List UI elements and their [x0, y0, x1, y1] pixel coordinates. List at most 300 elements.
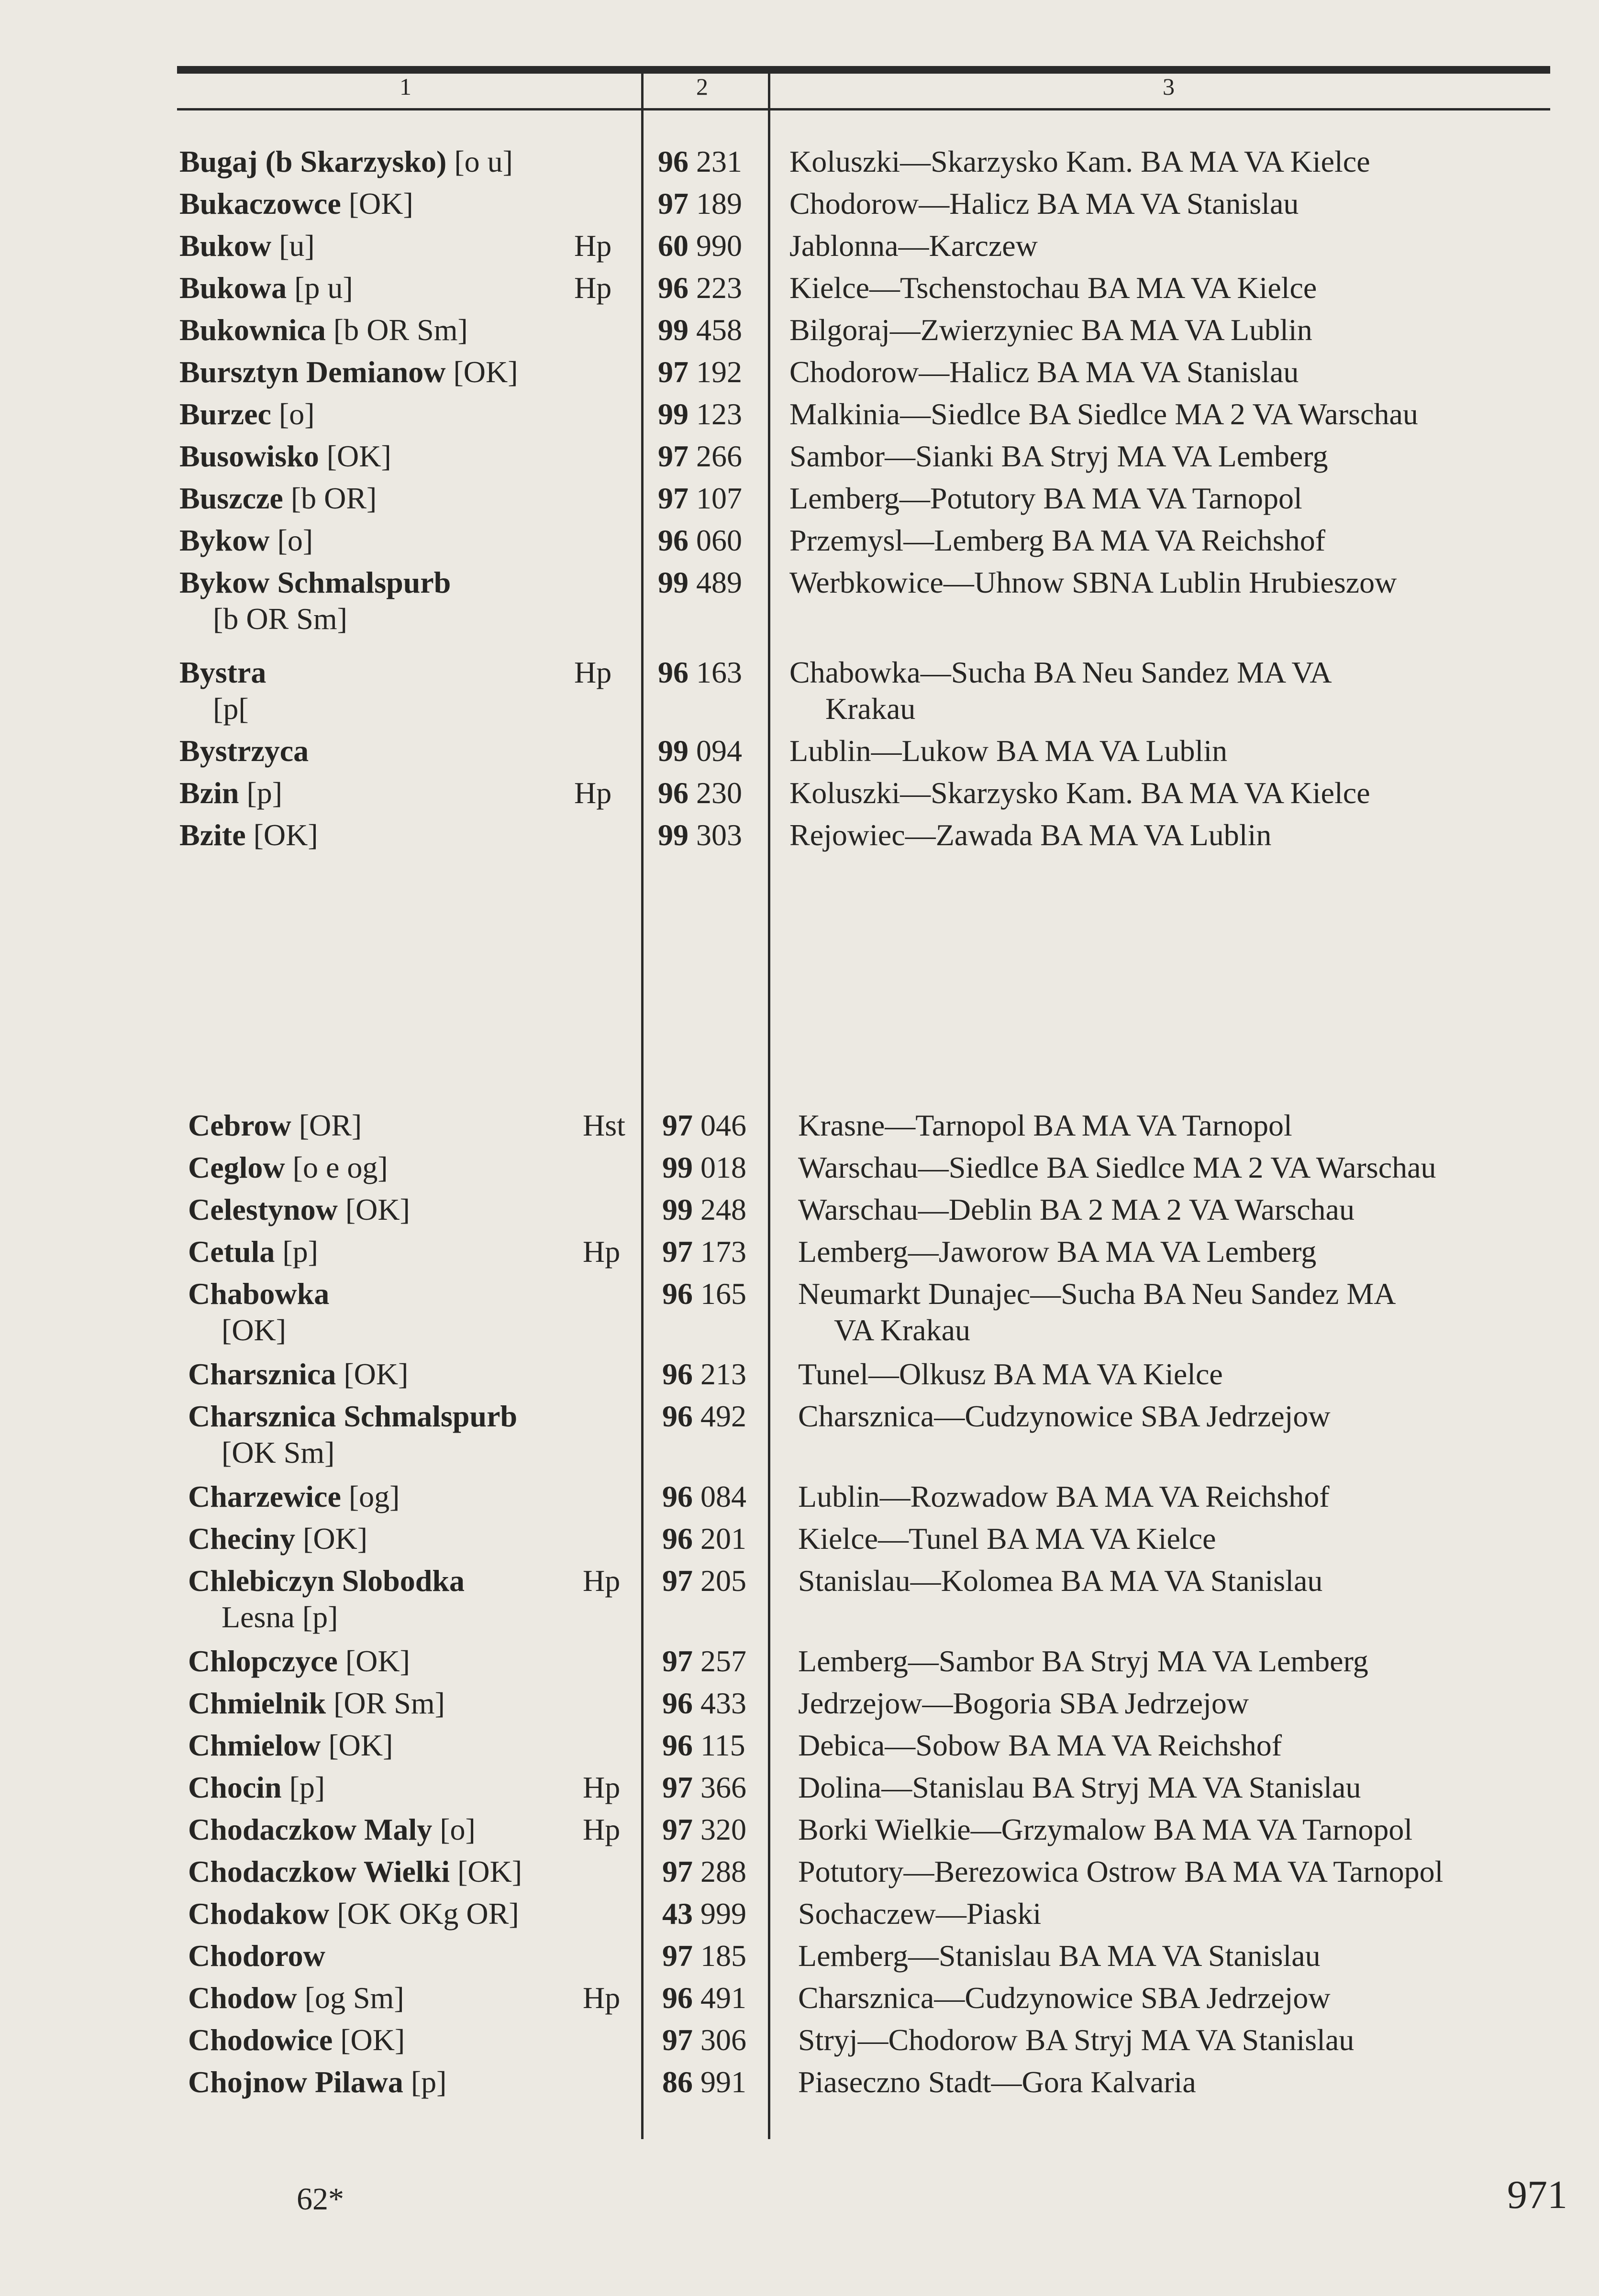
station-tag: [OR Sm]	[333, 1686, 445, 1720]
station-name	[179, 228, 315, 264]
station-name-text: Bukaczowce	[179, 187, 341, 221]
station-name-text: Bukow	[179, 229, 272, 263]
route-text: Borki Wielkie—Grzymalow BA MA VA Tarnopol	[798, 1812, 1413, 1846]
code-number: 107	[696, 481, 742, 515]
station-code	[658, 354, 742, 390]
code-number: 018	[700, 1150, 746, 1184]
code-number: 991	[700, 2065, 746, 2099]
code-prefix: 96	[658, 776, 688, 810]
station-name	[188, 1980, 404, 2016]
route-description	[798, 2022, 1354, 2058]
header-rule	[177, 108, 1550, 110]
code-number: 163	[696, 655, 742, 689]
code-number: 990	[696, 229, 742, 263]
station-tag: [p]	[246, 776, 283, 810]
station-code	[658, 312, 742, 348]
code-prefix: 86	[662, 2065, 693, 2099]
code-prefix: 96	[662, 1357, 693, 1391]
station-name-text: Bykow Schmalspurb	[179, 565, 451, 599]
station-name-text: Bystra	[179, 655, 266, 689]
station-tag: [og Sm]	[304, 1981, 404, 2015]
code-prefix: 97	[662, 1235, 693, 1269]
code-number: 046	[700, 1108, 746, 1142]
station-code	[658, 144, 742, 180]
route-description	[789, 775, 1370, 811]
station-tag: [b OR Sm]	[333, 313, 468, 347]
station-name-text: Celestynow	[188, 1192, 338, 1226]
station-name-text: Bugaj (b Skarzysko)	[179, 144, 447, 178]
route-description	[798, 2064, 1196, 2100]
route-text: Sochaczew—Piaski	[798, 1897, 1042, 1931]
route-description	[798, 1234, 1316, 1270]
station-name	[188, 1107, 362, 1144]
station-name-text: Bzite	[179, 818, 246, 852]
station-code	[662, 1938, 746, 1974]
code-number: 192	[696, 355, 742, 389]
route-text: Chabowka—Sucha BA Neu Sandez MA VA	[789, 655, 1332, 689]
station-name	[179, 312, 468, 348]
station-name-text: Bursztyn Demianow	[179, 355, 446, 389]
code-prefix: 96	[658, 271, 688, 305]
route-text: Dolina—Stanislau BA Stryj MA VA Stanislau	[798, 1770, 1361, 1804]
station-name-text: Chabowka	[188, 1277, 330, 1311]
station-code	[658, 396, 742, 432]
station-kind: Hp	[583, 1235, 621, 1269]
route-text: Chodorow—Halicz BA MA VA Stanislau	[789, 187, 1299, 221]
station-name	[188, 1234, 318, 1270]
station-tag-line2: [b OR Sm]	[213, 602, 347, 636]
station-code	[662, 1149, 746, 1186]
route-description	[789, 480, 1302, 517]
station-name-text: Charsznica Schmalspurb	[188, 1399, 518, 1433]
station-name-text: Chodow	[188, 1981, 297, 2015]
station-name	[188, 2022, 405, 2058]
code-prefix: 97	[662, 2023, 693, 2057]
route-text: Potutory—Berezowica Ostrow BA MA VA Tarnopol	[798, 1854, 1444, 1888]
station-name-text: Chodorow	[188, 1939, 325, 1973]
route-description	[798, 1479, 1330, 1515]
station-code	[662, 1811, 746, 1848]
route-description	[798, 1643, 1368, 1679]
route-text: Lemberg—Jaworow BA MA VA Lemberg	[798, 1235, 1317, 1269]
route-text: Piaseczno Stadt—Gora Kalvaria	[798, 2065, 1196, 2099]
station-name	[188, 1521, 367, 1557]
station-code	[662, 1643, 746, 1679]
code-number: 306	[700, 2023, 746, 2057]
station-name	[188, 1563, 465, 1635]
station-code	[662, 1192, 746, 1228]
station-name-text: Chodakow	[188, 1897, 330, 1931]
code-number: 060	[696, 523, 742, 557]
station-code	[662, 1521, 746, 1557]
station-name-text: Chocin	[188, 1770, 282, 1804]
route-description	[798, 1938, 1321, 1974]
station-name	[179, 564, 451, 637]
station-name	[179, 186, 413, 222]
station-name	[179, 654, 266, 727]
station-tag: [OK]	[340, 2023, 405, 2057]
code-number: 248	[700, 1192, 746, 1226]
station-name-text: Bzin	[179, 776, 239, 810]
route-text: Stanislau—Kolomea BA MA VA Stanislau	[798, 1564, 1323, 1598]
route-description	[798, 1149, 1436, 1186]
route-text: Kielce—Tschenstochau BA MA VA Kielce	[789, 271, 1317, 305]
station-code	[658, 564, 742, 601]
station-name	[188, 1192, 410, 1228]
code-prefix: 96	[662, 1686, 693, 1720]
station-kind: Hp	[574, 229, 612, 263]
station-name-text: Cebrow	[188, 1108, 291, 1142]
footer-signature: 62*	[297, 2182, 344, 2217]
station-code	[662, 1685, 746, 1722]
route-description	[798, 1980, 1331, 2016]
code-prefix: 96	[662, 1277, 693, 1311]
route-description	[798, 1896, 1041, 1932]
route-text: Stryj—Chodorow BA Stryj MA VA Stanislau	[798, 2023, 1355, 2057]
route-text: Lemberg—Sambor BA Stryj MA VA Lemberg	[798, 1644, 1368, 1678]
station-name	[179, 270, 353, 306]
station-name	[188, 1356, 408, 1392]
route-text: Jedrzejow—Bogoria SBA Jedrzejow	[798, 1686, 1249, 1720]
station-tag: [OK OKg OR]	[337, 1897, 519, 1931]
station-code	[662, 1276, 746, 1312]
route-text: Przemysl—Lemberg BA MA VA Reichshof	[789, 523, 1325, 557]
station-code	[662, 1727, 745, 1764]
code-prefix: 43	[662, 1897, 693, 1931]
station-tag-line2: [p[	[213, 692, 249, 726]
station-name	[179, 354, 518, 390]
code-number: 123	[696, 397, 742, 431]
station-tag: [OK]	[344, 1357, 409, 1391]
route-description	[798, 1398, 1331, 1435]
code-number: 173	[700, 1235, 746, 1269]
station-code	[658, 775, 742, 811]
station-code	[662, 1769, 746, 1806]
station-name	[179, 775, 282, 811]
station-kind: Hp	[574, 271, 612, 305]
station-code	[662, 1854, 746, 1890]
code-number: 205	[700, 1564, 746, 1598]
station-name-text: Bystrzyca	[179, 734, 309, 768]
station-name	[188, 1398, 517, 1471]
station-kind: Hp	[583, 1981, 621, 2015]
station-name	[188, 1769, 325, 1806]
column-divider-1	[641, 73, 644, 2139]
column-divider-2	[768, 73, 770, 2139]
code-prefix: 99	[658, 734, 688, 768]
station-tag: [p u]	[294, 271, 353, 305]
page-number: 971	[1507, 2173, 1567, 2217]
station-name	[179, 144, 513, 180]
station-tag-line2: [OK Sm]	[222, 1435, 335, 1469]
station-name	[188, 1854, 522, 1890]
code-prefix: 97	[662, 1939, 693, 1973]
station-name-text: Bukowa	[179, 271, 287, 305]
station-code	[662, 1356, 746, 1392]
station-tag: [o]	[278, 397, 315, 431]
station-tag: [OK]	[345, 1644, 410, 1678]
route-text: Lemberg—Potutory BA MA VA Tarnopol	[789, 481, 1302, 515]
station-tag: [OK]	[457, 1854, 522, 1888]
station-name-text: Cetula	[188, 1235, 275, 1269]
route-text: Bilgoraj—Zwierzyniec BA MA VA Lublin	[789, 313, 1312, 347]
code-number: 094	[696, 734, 742, 768]
code-number: 084	[700, 1479, 746, 1513]
code-number: 491	[700, 1981, 746, 2015]
route-description	[789, 522, 1325, 559]
code-prefix: 60	[658, 229, 688, 263]
station-code	[658, 817, 742, 853]
route-text: Lublin—Rozwadow BA MA VA Reichshof	[798, 1479, 1330, 1513]
route-description	[798, 1521, 1216, 1557]
station-tag: [OK]	[348, 187, 413, 221]
code-number: 288	[700, 1854, 746, 1888]
route-description	[798, 1727, 1282, 1764]
code-number: 115	[700, 1728, 745, 1762]
station-name-text: Charzewice	[188, 1479, 341, 1513]
station-name	[188, 1276, 329, 1348]
station-name	[179, 733, 309, 769]
station-code	[658, 270, 742, 306]
station-code	[662, 1234, 746, 1270]
route-text: Rejowiec—Zawada BA MA VA Lublin	[789, 818, 1272, 852]
station-name	[179, 480, 377, 517]
route-text: Koluszki—Skarzysko Kam. BA MA VA Kielce	[789, 144, 1370, 178]
route-description	[789, 186, 1299, 222]
station-name-text: Bykow	[179, 523, 270, 557]
station-tag: [b OR]	[290, 481, 377, 515]
code-number: 201	[700, 1522, 746, 1556]
station-name-text: Buszcze	[179, 481, 283, 515]
station-kind: Hp	[583, 1812, 621, 1846]
code-number: 999	[700, 1897, 746, 1931]
route-description	[789, 564, 1397, 601]
station-tag: [OK]	[453, 355, 518, 389]
code-prefix: 96	[662, 1728, 693, 1762]
code-number: 458	[696, 313, 742, 347]
code-prefix: 99	[658, 565, 688, 599]
station-tag-line2: [OK]	[222, 1313, 287, 1347]
column-number-1: 1	[400, 73, 411, 100]
station-kind: Hp	[574, 655, 612, 689]
route-description	[789, 396, 1418, 432]
route-text: Krasne—Tarnopol BA MA VA Tarnopol	[798, 1108, 1292, 1142]
station-name-text: Burzec	[179, 397, 271, 431]
station-name-text: Chmielow	[188, 1728, 321, 1762]
code-prefix: 97	[658, 439, 688, 473]
route-text: Charsznica—Cudzynowice SBA Jedrzejow	[798, 1399, 1331, 1433]
station-name	[188, 1479, 400, 1515]
code-number: 185	[700, 1939, 746, 1973]
station-kind: Hp	[583, 1564, 621, 1598]
code-prefix: 96	[662, 1981, 693, 2015]
station-code	[662, 1107, 746, 1144]
station-code	[662, 2064, 746, 2100]
station-tag: [OK]	[326, 439, 391, 473]
station-name	[179, 522, 313, 559]
station-name-text: Chlebiczyn Slobodka	[188, 1564, 465, 1598]
station-tag: [OR]	[299, 1108, 362, 1142]
station-name	[188, 1938, 325, 1974]
code-prefix: 97	[658, 187, 688, 221]
station-name-text: Checiny	[188, 1522, 295, 1556]
station-name	[188, 1896, 519, 1932]
station-tag: [OK]	[345, 1192, 410, 1226]
code-prefix: 97	[662, 1644, 693, 1678]
station-name-text: Chlopczyce	[188, 1644, 338, 1678]
route-text: Werbkowice—Uhnow SBNA Lublin Hrubieszow	[789, 565, 1397, 599]
station-name-text: Chmielnik	[188, 1686, 326, 1720]
route-description	[798, 1192, 1355, 1228]
station-name	[179, 396, 315, 432]
route-text: Warschau—Deblin BA 2 MA 2 VA Warschau	[798, 1192, 1355, 1226]
code-prefix: 96	[658, 523, 688, 557]
station-name-text: Busowisko	[179, 439, 319, 473]
route-description	[798, 1563, 1322, 1599]
station-name	[188, 1685, 445, 1722]
route-text: Malkinia—Siedlce BA Siedlce MA 2 VA Warschau	[789, 397, 1418, 431]
code-prefix: 97	[662, 1770, 693, 1804]
station-code	[662, 1479, 746, 1515]
route-description	[798, 1769, 1361, 1806]
station-code	[658, 733, 742, 769]
code-number: 231	[696, 144, 742, 178]
route-text-line2: VA Krakau	[834, 1313, 970, 1347]
code-number: 489	[696, 565, 742, 599]
code-prefix: 96	[662, 1399, 693, 1433]
column-number-2: 2	[696, 73, 708, 100]
route-description	[798, 1276, 1396, 1348]
code-prefix: 99	[658, 397, 688, 431]
route-description	[798, 1854, 1443, 1890]
code-number: 230	[696, 776, 742, 810]
code-prefix: 97	[662, 1854, 693, 1888]
station-tag: [o e og]	[292, 1150, 388, 1184]
code-prefix: 99	[662, 1192, 693, 1226]
code-prefix: 97	[662, 1812, 693, 1846]
station-name-text: Chodaczkow Wielki	[188, 1854, 450, 1888]
station-tag: [o]	[277, 523, 313, 557]
route-text-line2: Krakau	[825, 692, 916, 726]
code-number: 257	[700, 1644, 746, 1678]
code-number: 189	[696, 187, 742, 221]
route-text: Debica—Sobow BA MA VA Reichshof	[798, 1728, 1282, 1762]
route-description	[789, 270, 1317, 306]
code-prefix: 96	[658, 144, 688, 178]
code-prefix: 99	[658, 313, 688, 347]
route-text: Tunel—Olkusz BA MA VA Kielce	[798, 1357, 1223, 1391]
station-tag: [o]	[440, 1812, 476, 1846]
station-code	[662, 1980, 746, 2016]
station-name	[188, 1727, 393, 1764]
code-prefix: 99	[658, 818, 688, 852]
route-description	[798, 1107, 1292, 1144]
station-code	[662, 1896, 746, 1932]
route-description	[789, 654, 1332, 727]
route-description	[798, 1685, 1249, 1722]
station-code	[662, 1563, 746, 1599]
code-number: 433	[700, 1686, 746, 1720]
code-number: 303	[696, 818, 742, 852]
route-text: Neumarkt Dunajec—Sucha BA Neu Sandez MA	[798, 1277, 1396, 1311]
route-description	[789, 438, 1328, 475]
route-text: Sambor—Sianki BA Stryj MA VA Lemberg	[789, 439, 1328, 473]
code-number: 492	[700, 1399, 746, 1433]
route-description	[789, 733, 1227, 769]
route-text: Charsznica—Cudzynowice SBA Jedrzejow	[798, 1981, 1331, 2015]
station-name	[188, 1811, 476, 1848]
station-name-text: Charsznica	[188, 1357, 336, 1391]
code-prefix: 99	[662, 1150, 693, 1184]
station-tag: [p]	[282, 1235, 318, 1269]
station-name	[179, 438, 391, 475]
station-code	[662, 1398, 746, 1435]
code-number: 266	[696, 439, 742, 473]
route-text: Lublin—Lukow BA MA VA Lublin	[789, 734, 1228, 768]
code-number: 223	[696, 271, 742, 305]
station-name	[188, 2064, 446, 2100]
route-text: Chodorow—Halicz BA MA VA Stanislau	[789, 355, 1299, 389]
station-tag: [OK]	[328, 1728, 393, 1762]
route-description	[789, 228, 1038, 264]
station-name-text: Chojnow Pilawa	[188, 2065, 403, 2099]
route-description	[798, 1811, 1412, 1848]
station-tag: [og]	[348, 1479, 400, 1513]
station-code	[662, 2022, 746, 2058]
station-tag: [u]	[279, 229, 315, 263]
column-number-3: 3	[1163, 73, 1175, 100]
route-description	[789, 144, 1370, 180]
station-name-text: Chodowice	[188, 2023, 333, 2057]
route-text: Warschau—Siedlce BA Siedlce MA 2 VA Warschau	[798, 1150, 1436, 1184]
code-prefix: 96	[662, 1479, 693, 1513]
route-text: Koluszki—Skarzysko Kam. BA MA VA Kielce	[789, 776, 1370, 810]
station-name-text: Chodaczkow Maly	[188, 1812, 433, 1846]
route-text: Jablonna—Karczew	[789, 229, 1038, 263]
top-rule	[177, 66, 1550, 74]
code-number: 366	[700, 1770, 746, 1804]
station-code	[658, 438, 742, 475]
station-tag: [o u]	[454, 144, 513, 178]
station-code	[658, 186, 742, 222]
route-description	[789, 817, 1271, 853]
station-code	[658, 228, 742, 264]
station-name	[188, 1149, 388, 1186]
code-prefix: 97	[658, 355, 688, 389]
route-description	[789, 354, 1299, 390]
station-tag: [OK]	[303, 1522, 368, 1556]
code-prefix: 97	[658, 481, 688, 515]
route-description	[789, 312, 1312, 348]
route-description	[798, 1356, 1223, 1392]
station-name-text: Bukownica	[179, 313, 326, 347]
station-tag: [OK]	[253, 818, 318, 852]
code-number: 320	[700, 1812, 746, 1846]
station-name	[188, 1643, 410, 1679]
station-code	[658, 522, 742, 559]
station-kind: Hp	[583, 1770, 621, 1804]
station-name	[179, 817, 318, 853]
station-kind: Hp	[574, 776, 612, 810]
station-kind: Hst	[583, 1108, 625, 1142]
code-prefix: 96	[662, 1522, 693, 1556]
code-prefix: 97	[662, 1564, 693, 1598]
route-text: Kielce—Tunel BA MA VA Kielce	[798, 1522, 1216, 1556]
station-tag: [p]	[411, 2065, 447, 2099]
code-number: 213	[700, 1357, 746, 1391]
code-number: 165	[700, 1277, 746, 1311]
code-prefix: 97	[662, 1108, 693, 1142]
